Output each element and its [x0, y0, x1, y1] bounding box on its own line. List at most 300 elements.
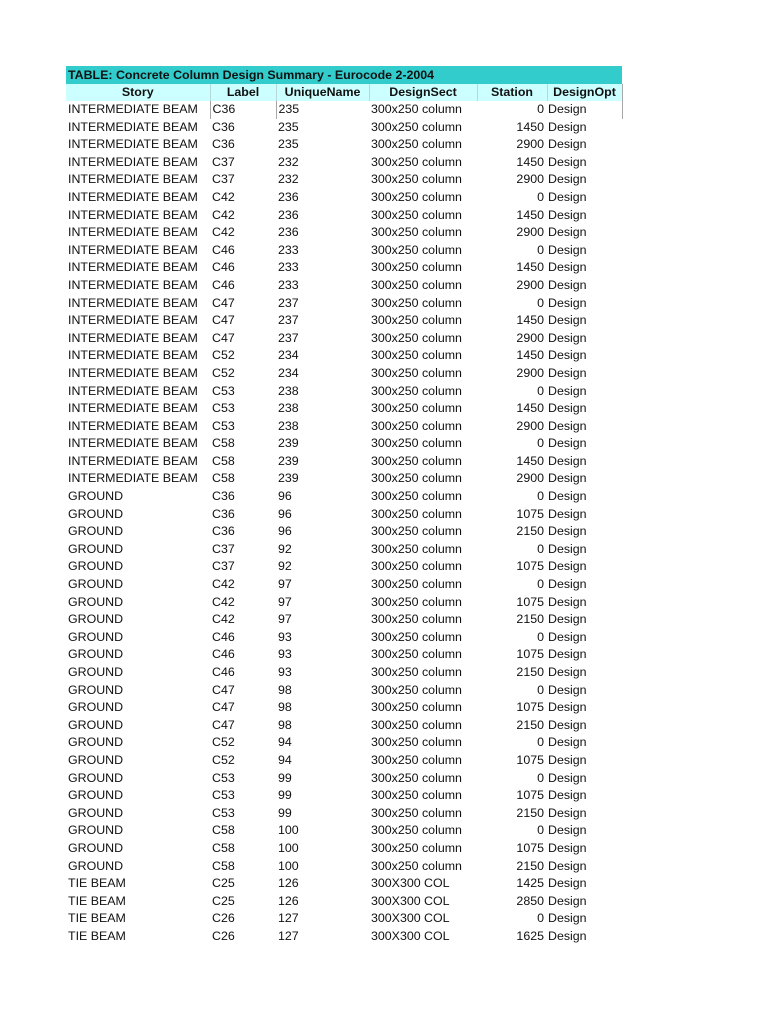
label-cell[interactable]: C36 [212, 489, 235, 504]
station-cell[interactable]: 1450 [516, 154, 544, 169]
station-cell[interactable]: 2900 [516, 471, 544, 486]
station-cell[interactable]: 0 [537, 436, 544, 451]
designopt-cell[interactable]: Design [548, 189, 587, 204]
station-cell[interactable]: 2900 [516, 225, 544, 240]
label-cell[interactable]: C58 [212, 840, 235, 855]
designsect-cell[interactable]: 300x250 column [371, 242, 462, 257]
designsect-cell[interactable]: 300x250 column [371, 453, 462, 468]
uniquename-cell[interactable]: 238 [278, 401, 299, 416]
story-cell[interactable]: GROUND [68, 682, 124, 697]
designopt-cell[interactable]: Design [548, 225, 587, 240]
designopt-cell[interactable]: Design [548, 788, 587, 803]
story-cell[interactable]: GROUND [68, 506, 124, 521]
station-cell[interactable]: 0 [537, 489, 544, 504]
uniquename-cell[interactable]: 99 [278, 770, 292, 785]
label-cell[interactable]: C53 [212, 383, 235, 398]
story-cell[interactable]: GROUND [68, 629, 124, 644]
station-cell[interactable]: 2900 [516, 137, 544, 152]
designsect-cell[interactable]: 300x250 column [371, 154, 462, 169]
station-cell[interactable]: 1075 [516, 647, 544, 662]
label-cell[interactable]: C36 [212, 506, 235, 521]
label-cell[interactable]: C26 [212, 928, 235, 943]
designopt-cell[interactable]: Design [548, 770, 587, 785]
story-cell[interactable]: INTERMEDIATE BEAM [68, 225, 198, 240]
designopt-cell[interactable]: Design [548, 436, 587, 451]
designopt-cell[interactable]: Design [548, 313, 587, 328]
uniquename-cell[interactable]: 237 [278, 295, 299, 310]
designsect-cell[interactable]: 300x250 column [371, 805, 462, 820]
designsect-cell[interactable]: 300x250 column [371, 612, 462, 627]
uniquename-cell[interactable]: 93 [278, 629, 292, 644]
story-cell[interactable]: GROUND [68, 752, 124, 767]
label-cell[interactable]: C42 [212, 594, 235, 609]
designopt-cell[interactable]: Design [548, 876, 587, 891]
uniquename-cell[interactable]: 235 [276, 101, 369, 119]
designsect-cell[interactable]: 300x250 column [371, 717, 462, 732]
station-cell[interactable]: 2150 [516, 524, 544, 539]
station-cell[interactable]: 2900 [516, 418, 544, 433]
uniquename-cell[interactable]: 98 [278, 682, 292, 697]
uniquename-cell[interactable]: 92 [278, 559, 292, 574]
column-header-designsect[interactable]: DesignSect [369, 84, 477, 101]
designsect-cell[interactable]: 300x250 column [371, 524, 462, 539]
station-cell[interactable]: 2900 [516, 172, 544, 187]
story-cell[interactable]: TIE BEAM [68, 928, 126, 943]
label-cell[interactable]: C36 [212, 119, 235, 134]
station-cell[interactable]: 1075 [516, 840, 544, 855]
designsect-cell[interactable]: 300x250 column [371, 383, 462, 398]
station-cell[interactable]: 0 [537, 577, 544, 592]
designopt-cell[interactable]: Design [548, 277, 587, 292]
designsect-cell[interactable]: 300x250 column [371, 506, 462, 521]
designopt-cell[interactable]: Design [547, 101, 622, 119]
designsect-cell[interactable]: 300x250 column [371, 119, 462, 134]
designopt-cell[interactable]: Design [548, 752, 587, 767]
story-cell[interactable]: INTERMEDIATE BEAM [68, 365, 198, 380]
station-cell[interactable]: 1450 [516, 313, 544, 328]
station-cell[interactable]: 1450 [516, 348, 544, 363]
designsect-cell[interactable]: 300x250 column [371, 436, 462, 451]
station-cell[interactable]: 1425 [516, 876, 544, 891]
designopt-cell[interactable]: Design [548, 647, 587, 662]
uniquename-cell[interactable]: 239 [278, 453, 299, 468]
uniquename-cell[interactable]: 239 [278, 436, 299, 451]
designopt-cell[interactable]: Design [548, 453, 587, 468]
uniquename-cell[interactable]: 234 [278, 348, 299, 363]
label-cell[interactable]: C53 [212, 418, 235, 433]
story-cell[interactable]: GROUND [68, 489, 124, 504]
designsect-cell[interactable]: 300x250 column [371, 365, 462, 380]
uniquename-cell[interactable]: 94 [278, 735, 292, 750]
story-cell[interactable]: INTERMEDIATE BEAM [68, 260, 198, 275]
designsect-cell[interactable]: 300x250 column [371, 313, 462, 328]
column-header-story[interactable]: Story [66, 84, 210, 101]
label-cell[interactable]: C25 [212, 876, 235, 891]
label-cell[interactable]: C47 [212, 717, 235, 732]
label-cell[interactable]: C25 [212, 893, 235, 908]
label-cell[interactable]: C46 [212, 277, 235, 292]
uniquename-cell[interactable]: 98 [278, 717, 292, 732]
designopt-cell[interactable]: Design [548, 524, 587, 539]
column-header-designopt[interactable]: DesignOpt [547, 84, 622, 101]
story-cell[interactable]: INTERMEDIATE BEAM [68, 137, 198, 152]
label-cell[interactable]: C46 [212, 260, 235, 275]
designsect-cell[interactable]: 300x250 column [371, 401, 462, 416]
station-cell[interactable]: 0 [537, 682, 544, 697]
uniquename-cell[interactable]: 232 [278, 172, 299, 187]
designopt-cell[interactable]: Design [548, 154, 587, 169]
station-cell[interactable]: 0 [537, 911, 544, 926]
label-cell[interactable]: C58 [212, 858, 235, 873]
table-row [66, 101, 622, 119]
label-cell[interactable]: C52 [212, 752, 235, 767]
uniquename-cell[interactable]: 126 [278, 876, 299, 891]
station-cell[interactable]: 2150 [516, 612, 544, 627]
story-cell[interactable]: INTERMEDIATE BEAM [68, 102, 198, 116]
table-row [66, 400, 622, 418]
story-cell[interactable]: GROUND [68, 840, 124, 855]
label-cell[interactable]: C47 [212, 313, 235, 328]
label-cell[interactable]: C47 [212, 330, 235, 345]
label-cell[interactable]: C52 [212, 735, 235, 750]
designopt-cell[interactable]: Design [548, 805, 587, 820]
column-header-station[interactable]: Station [477, 84, 547, 101]
designsect-cell[interactable]: 300x250 column [371, 260, 462, 275]
label-cell[interactable]: C37 [212, 541, 235, 556]
station-cell[interactable]: 2150 [516, 665, 544, 679]
designsect-cell[interactable]: 300x250 column [371, 418, 462, 433]
uniquename-cell[interactable]: 238 [278, 418, 299, 433]
designsect-cell[interactable]: 300X300 COL [371, 928, 450, 943]
story-cell[interactable]: GROUND [68, 858, 124, 873]
station-cell[interactable]: 2150 [516, 717, 544, 732]
story-cell[interactable]: INTERMEDIATE BEAM [68, 471, 198, 486]
designopt-cell[interactable]: Design [548, 577, 587, 592]
station-cell[interactable]: 0 [537, 823, 544, 838]
label-cell[interactable]: C53 [212, 770, 235, 785]
station-cell[interactable]: 2150 [516, 805, 544, 820]
label-cell[interactable]: C58 [212, 453, 235, 468]
story-cell[interactable]: GROUND [68, 577, 124, 592]
designsect-cell[interactable]: 300x250 column [371, 840, 462, 855]
designopt-cell[interactable]: Design [548, 559, 587, 574]
designopt-cell[interactable]: Design [548, 471, 587, 486]
designsect-cell[interactable]: 300x250 column [371, 541, 462, 556]
designsect-cell[interactable]: 300x250 column [371, 770, 462, 785]
label-cell[interactable]: C42 [212, 225, 235, 240]
label-cell[interactable]: C42 [212, 207, 235, 222]
uniquename-cell[interactable]: 233 [278, 277, 299, 292]
designopt-cell[interactable]: Design [548, 928, 587, 943]
label-cell[interactable]: C58 [212, 823, 235, 838]
uniquename-cell[interactable]: 236 [278, 225, 299, 240]
uniquename-cell[interactable]: 127 [278, 911, 299, 926]
table-row [66, 435, 622, 453]
designopt-cell[interactable]: Design [548, 207, 587, 222]
designopt-cell[interactable]: Design [548, 893, 587, 908]
label-cell[interactable]: C42 [212, 189, 235, 204]
label-cell[interactable]: C36 [212, 137, 235, 152]
designsect-cell[interactable]: 300x250 column [371, 735, 462, 750]
designopt-cell[interactable]: Design [548, 735, 587, 750]
story-cell[interactable]: GROUND [68, 770, 124, 785]
designsect-cell[interactable]: 300X300 COL [371, 893, 450, 908]
designopt-cell[interactable]: Design [548, 717, 587, 732]
story-cell[interactable]: GROUND [68, 823, 124, 838]
designopt-cell[interactable]: Design [548, 330, 587, 345]
story-cell[interactable]: INTERMEDIATE BEAM [68, 295, 198, 310]
designopt-cell[interactable]: Design [548, 823, 587, 838]
story-cell[interactable]: INTERMEDIATE BEAM [68, 242, 198, 257]
uniquename-cell[interactable]: 96 [278, 506, 292, 521]
uniquename-cell[interactable]: 96 [278, 489, 292, 504]
designsect-cell[interactable]: 300x250 column [371, 788, 462, 803]
uniquename-cell[interactable]: 100 [278, 858, 299, 873]
label-cell[interactable]: C47 [212, 682, 235, 697]
uniquename-cell[interactable]: 94 [278, 752, 292, 767]
station-cell[interactable]: 1450 [516, 453, 544, 468]
story-cell[interactable]: INTERMEDIATE BEAM [68, 436, 198, 451]
designopt-cell[interactable]: Design [548, 541, 587, 556]
designsect-cell[interactable]: 300x250 column [371, 471, 462, 486]
station-cell[interactable]: 0 [537, 541, 544, 556]
designsect-cell[interactable]: 300x250 column [371, 189, 462, 204]
uniquename-cell[interactable]: 236 [278, 189, 299, 204]
uniquename-cell[interactable]: 127 [278, 928, 299, 943]
designsect-cell[interactable]: 300X300 COL [371, 876, 450, 891]
station-cell[interactable]: 2900 [516, 277, 544, 292]
station-cell[interactable]: 0 [537, 295, 544, 310]
table-title[interactable]: TABLE: Concrete Column Design Summary - Eurocode 2-2004 [66, 66, 622, 84]
station-cell[interactable]: 0 [537, 629, 544, 644]
label-cell[interactable]: C53 [212, 401, 235, 416]
designopt-cell[interactable]: Design [548, 682, 587, 697]
story-cell[interactable]: GROUND [68, 594, 124, 609]
label-cell[interactable]: C58 [212, 436, 235, 451]
story-cell[interactable]: INTERMEDIATE BEAM [68, 313, 198, 328]
uniquename-cell[interactable]: 92 [278, 541, 292, 556]
station-cell[interactable]: 0 [537, 383, 544, 398]
uniquename-cell[interactable]: 238 [278, 383, 299, 398]
story-cell[interactable]: GROUND [68, 788, 124, 803]
uniquename-cell[interactable]: 97 [278, 612, 292, 627]
story-cell[interactable]: INTERMEDIATE BEAM [68, 277, 198, 292]
label-cell[interactable]: C53 [212, 788, 235, 803]
story-cell[interactable]: GROUND [68, 647, 124, 662]
designopt-cell[interactable]: Design [548, 506, 587, 521]
label-cell[interactable]: C46 [212, 647, 235, 662]
designsect-cell[interactable]: 300x250 column [371, 594, 462, 609]
designopt-cell[interactable]: Design [548, 594, 587, 609]
story-cell[interactable]: INTERMEDIATE BEAM [68, 453, 198, 468]
station-cell[interactable]: 0 [537, 735, 544, 750]
uniquename-cell[interactable]: 100 [278, 823, 299, 838]
designopt-cell[interactable]: Design [548, 858, 587, 873]
designsect-cell[interactable]: 300x250 column [371, 577, 462, 592]
designopt-cell[interactable]: Design [548, 665, 587, 679]
table-row [66, 752, 622, 770]
station-cell[interactable]: 2850 [516, 893, 544, 908]
station-cell[interactable]: 1075 [516, 752, 544, 767]
designopt-cell[interactable]: Design [548, 612, 587, 627]
station-cell[interactable]: 2900 [516, 365, 544, 380]
station-cell[interactable]: 2150 [516, 858, 544, 873]
designopt-cell[interactable]: Design [548, 348, 587, 363]
station-cell[interactable]: 1075 [516, 594, 544, 609]
designsect-cell[interactable]: 300x250 column [371, 489, 462, 504]
station-cell[interactable]: 0 [537, 189, 544, 204]
designsect-cell[interactable]: 300x250 column [371, 700, 462, 715]
label-cell[interactable]: C58 [212, 471, 235, 486]
uniquename-cell[interactable]: 235 [278, 119, 299, 134]
station-cell[interactable]: 1450 [516, 207, 544, 222]
story-cell[interactable]: INTERMEDIATE BEAM [68, 154, 198, 169]
designsect-cell[interactable]: 300x250 column [371, 823, 462, 838]
station-cell[interactable]: 0 [537, 242, 544, 257]
label-cell[interactable]: C53 [212, 805, 235, 820]
uniquename-cell[interactable]: 93 [278, 665, 292, 679]
uniquename-cell[interactable]: 233 [278, 242, 299, 257]
label-cell[interactable]: C37 [212, 154, 235, 169]
story-cell[interactable]: GROUND [68, 735, 124, 750]
column-header-label[interactable]: Label [210, 84, 276, 101]
uniquename-cell[interactable]: 237 [278, 330, 299, 345]
uniquename-cell[interactable]: 237 [278, 313, 299, 328]
story-cell[interactable]: GROUND [68, 524, 124, 539]
story-cell[interactable]: INTERMEDIATE BEAM [68, 207, 198, 222]
uniquename-cell[interactable]: 96 [278, 524, 292, 539]
label-cell[interactable]: C47 [212, 700, 235, 715]
uniquename-cell[interactable]: 100 [278, 840, 299, 855]
designsect-cell[interactable]: 300x250 column [371, 682, 462, 697]
uniquename-cell[interactable]: 93 [278, 647, 292, 662]
designopt-cell[interactable]: Design [548, 840, 587, 855]
story-cell[interactable]: INTERMEDIATE BEAM [68, 383, 198, 398]
uniquename-cell[interactable]: 99 [278, 788, 292, 803]
uniquename-cell[interactable]: 97 [278, 577, 292, 592]
designopt-cell[interactable]: Design [548, 119, 587, 134]
designsect-cell[interactable]: 300x250 column [371, 348, 462, 363]
designopt-cell[interactable]: Design [548, 700, 587, 715]
label-cell[interactable]: C46 [212, 629, 235, 644]
uniquename-cell[interactable]: 98 [278, 700, 292, 715]
label-cell[interactable]: C37 [212, 559, 235, 574]
story-cell[interactable]: INTERMEDIATE BEAM [68, 330, 198, 345]
designopt-cell[interactable]: Design [548, 365, 587, 380]
station-cell[interactable]: 1450 [516, 260, 544, 275]
uniquename-cell[interactable]: 236 [278, 207, 299, 222]
story-cell[interactable]: GROUND [68, 612, 124, 627]
story-cell[interactable]: GROUND [68, 805, 124, 820]
story-cell[interactable]: INTERMEDIATE BEAM [68, 189, 198, 204]
label-cell[interactable]: C47 [212, 295, 235, 310]
story-cell[interactable]: TIE BEAM [68, 893, 126, 908]
designopt-cell[interactable]: Design [548, 629, 587, 644]
story-cell[interactable]: INTERMEDIATE BEAM [68, 348, 198, 363]
station-cell[interactable]: 2900 [516, 330, 544, 345]
station-cell[interactable]: 1625 [516, 928, 544, 943]
designopt-cell[interactable]: Design [548, 172, 587, 187]
designsect-cell[interactable]: 300x250 column [371, 629, 462, 644]
designopt-cell[interactable]: Design [548, 242, 587, 257]
label-cell[interactable]: C46 [212, 242, 235, 257]
story-cell[interactable]: TIE BEAM [68, 876, 126, 891]
designsect-cell[interactable]: 300x250 column [371, 665, 462, 679]
designsect-cell[interactable]: 300x250 column [371, 172, 462, 187]
uniquename-cell[interactable]: 126 [278, 893, 299, 908]
label-cell[interactable]: C36 [210, 101, 276, 119]
spreadsheet-region [66, 66, 622, 946]
designsect-cell[interactable]: 300x250 column [371, 858, 462, 873]
uniquename-cell[interactable]: 234 [278, 365, 299, 380]
uniquename-cell[interactable]: 239 [278, 471, 299, 486]
designopt-cell[interactable]: Design [548, 401, 587, 416]
station-cell[interactable]: 0 [537, 102, 544, 116]
label-cell[interactable]: C36 [212, 524, 235, 539]
story-cell[interactable]: INTERMEDIATE BEAM [68, 401, 198, 416]
designopt-cell[interactable]: Design [548, 418, 587, 433]
label-cell[interactable]: C26 [212, 911, 235, 926]
designsect-cell[interactable]: 300x250 column [371, 295, 462, 310]
designsect-cell[interactable]: 300x250 column [371, 225, 462, 240]
station-cell[interactable]: 1075 [516, 788, 544, 803]
designopt-cell[interactable]: Design [548, 383, 587, 398]
designopt-cell[interactable]: Design [548, 489, 587, 504]
designsect-cell[interactable]: 300x250 column [371, 102, 462, 116]
story-cell[interactable]: GROUND [68, 541, 124, 556]
story-cell[interactable]: GROUND [68, 559, 124, 574]
story-cell[interactable]: INTERMEDIATE BEAM [68, 172, 198, 187]
designopt-cell[interactable]: Design [548, 911, 587, 926]
designsect-cell[interactable]: 300x250 column [371, 277, 462, 292]
designsect-cell[interactable]: 300X300 COL [371, 911, 450, 926]
uniquename-cell[interactable]: 235 [278, 137, 299, 152]
label-cell[interactable]: C52 [212, 348, 235, 363]
designsect-cell[interactable]: 300x250 column [371, 559, 462, 574]
station-cell[interactable]: 0 [537, 770, 544, 785]
story-cell[interactable]: TIE BEAM [68, 911, 126, 926]
designopt-cell[interactable]: Design [548, 137, 587, 152]
designopt-cell[interactable]: Design [548, 295, 587, 310]
column-header-uniquename[interactable]: UniqueName [276, 84, 369, 101]
story-cell[interactable]: GROUND [68, 700, 124, 715]
label-cell[interactable]: C42 [212, 577, 235, 592]
label-cell[interactable]: C37 [212, 172, 235, 187]
designopt-cell[interactable]: Design [548, 260, 587, 275]
station-cell[interactable]: 1075 [516, 506, 544, 521]
story-cell[interactable]: INTERMEDIATE BEAM [68, 418, 198, 433]
story-cell[interactable]: GROUND [68, 665, 124, 679]
station-cell[interactable]: 1075 [516, 700, 544, 715]
designsect-cell[interactable]: 300x250 column [371, 647, 462, 662]
uniquename-cell[interactable]: 99 [278, 805, 292, 820]
story-cell[interactable]: GROUND [68, 717, 124, 732]
station-cell[interactable]: 1450 [516, 119, 544, 134]
designsect-cell[interactable]: 300x250 column [371, 330, 462, 345]
uniquename-cell[interactable]: 232 [278, 154, 299, 169]
story-cell[interactable]: INTERMEDIATE BEAM [68, 119, 198, 134]
designsect-cell[interactable]: 300x250 column [371, 207, 462, 222]
label-cell[interactable]: C52 [212, 365, 235, 380]
station-cell[interactable]: 1450 [516, 401, 544, 416]
label-cell[interactable]: C46 [212, 665, 235, 679]
designsect-cell[interactable]: 300x250 column [371, 752, 462, 767]
label-cell[interactable]: C42 [212, 612, 235, 627]
uniquename-cell[interactable]: 97 [278, 594, 292, 609]
designsect-cell[interactable]: 300x250 column [371, 137, 462, 152]
station-cell[interactable]: 1075 [516, 559, 544, 574]
uniquename-cell[interactable]: 233 [278, 260, 299, 275]
